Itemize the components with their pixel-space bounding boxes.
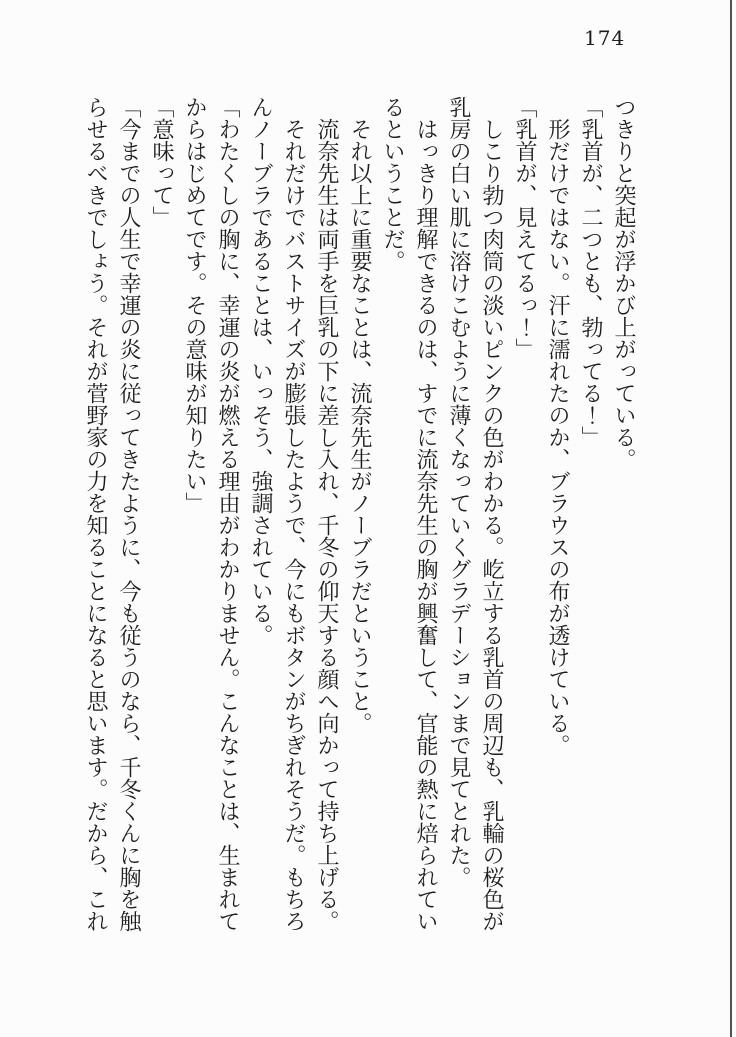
page-number: 174 <box>584 26 626 50</box>
paragraph: はっきり理解できるのは、すでに流奈先生の胸が興奮して、官能の熱に焙られているということだ。 <box>380 96 438 932</box>
paragraph-quote: 「乳首が、見えてるっ！」 <box>512 96 537 360</box>
paragraph: 形だけではない。汗に濡れたのか、ブラウスの布が透けている。 <box>545 118 570 756</box>
paragraph-quote: 「乳首が、二つとも、勃ってる！」 <box>578 96 603 448</box>
paragraph-quote: 「意味って」 <box>149 96 174 228</box>
paragraph: それだけでバストサイズが膨張したようで、今にもボタンがちぎれそうだ。もちろんノーブラであることは、いっそう、強調されている。 <box>248 96 306 932</box>
paragraph-quote: 「わたくしの胸に、幸運の炎が燃える理由がわかりません。こんなことは、生まれてからはじめてです。その意味が知りたい」 <box>182 96 240 932</box>
paragraph: しこり勃つ肉筒の淡いピンクの色がわかる。屹立する乳首の周辺も、乳輪の桜色が乳房の白い肌に溶けこむように薄くなっていくグラデーションまで見てとれた。 <box>446 96 504 932</box>
paragraph: それ以上に重要なことは、流奈先生がノーブラだということ。 <box>347 118 372 734</box>
body-text <box>79 96 640 932</box>
paragraph: 流奈先生は両手を巨乳の下に差し入れ、千冬の仰天する顔へ向かって持ち上げる。 <box>314 118 339 932</box>
scan-edge-line <box>730 0 732 1037</box>
paragraph-quote: 「今までの人生で幸運の炎に従ってきたように、今も従うのなら、千冬くんに胸を触らせるべきでしょう。それが菅野家の力を知ることになると思います。だから、これ <box>83 96 141 932</box>
paragraph: つきりと突起が浮かび上がっている。 <box>611 96 636 470</box>
